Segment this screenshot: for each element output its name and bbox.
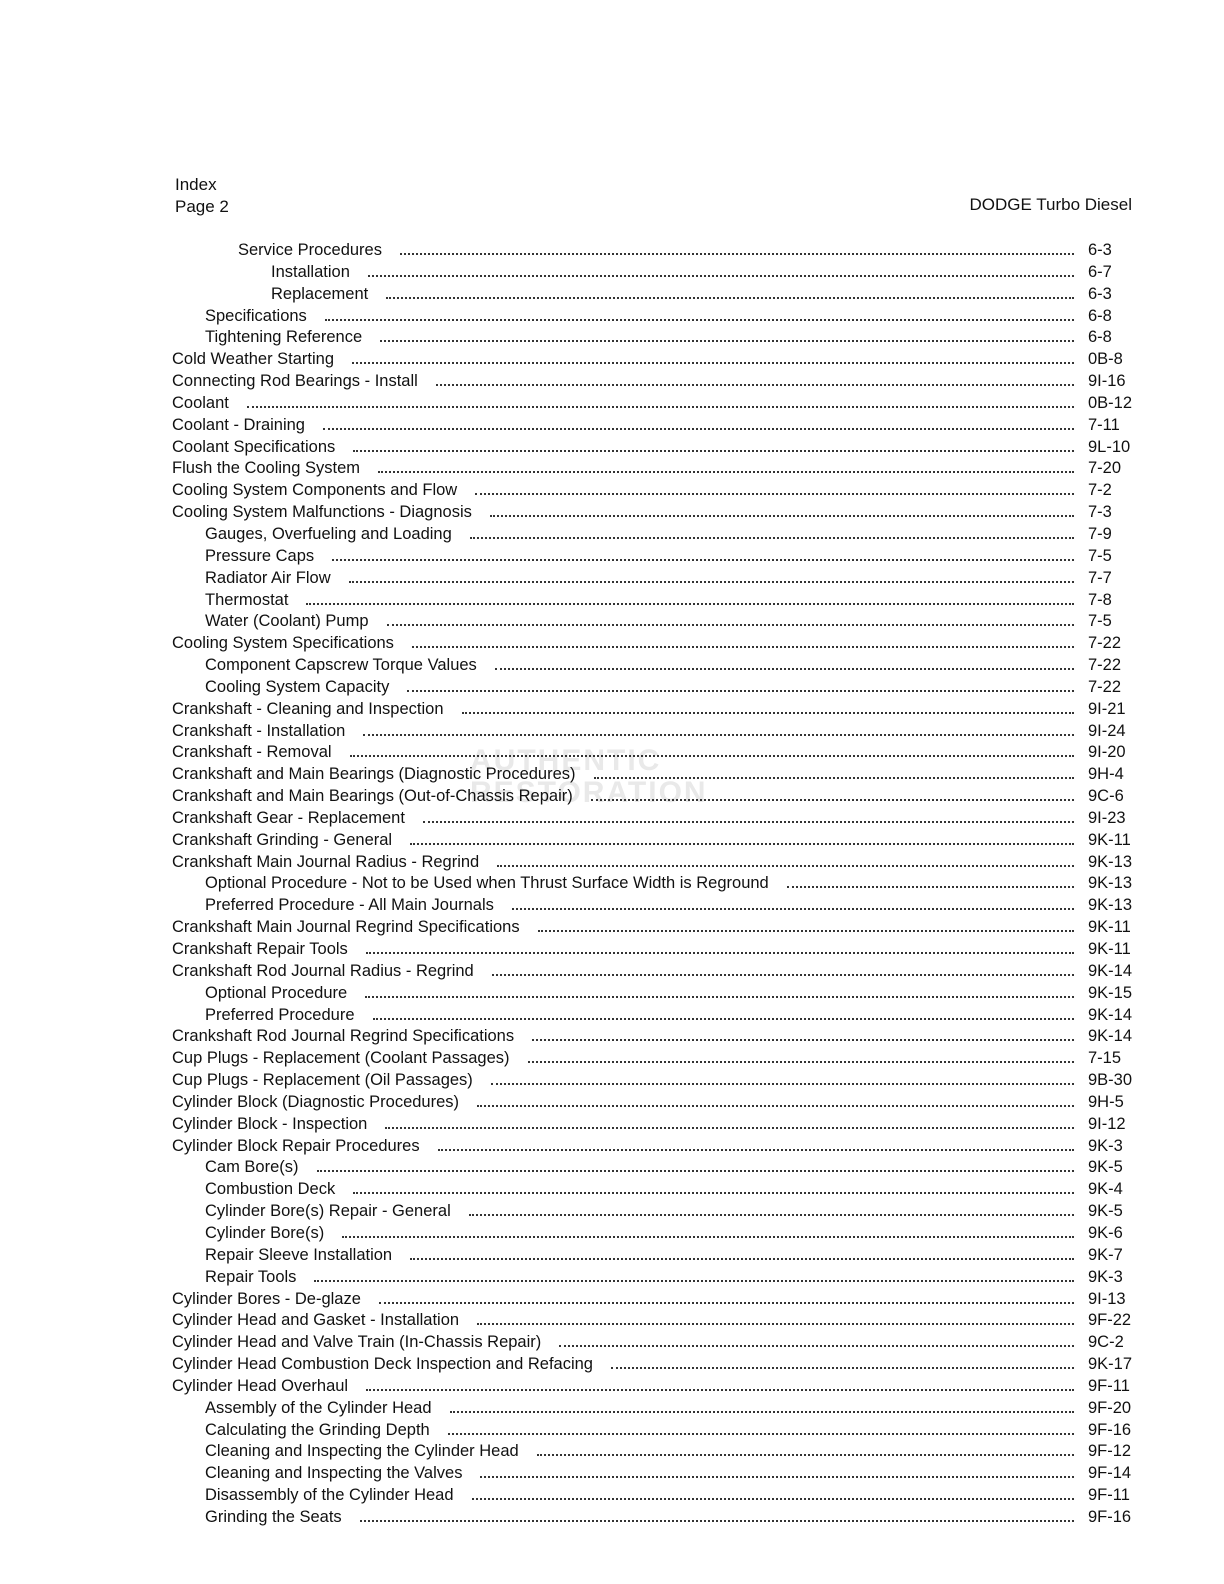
index-entry [172, 590, 1138, 612]
entry-label: Cylinder Block - Inspection [172, 1114, 368, 1133]
entry-label: Gauges, Overfueling and Loading [205, 524, 452, 543]
index-entry [172, 830, 1138, 852]
entry-label: Specifications [205, 306, 307, 325]
index-entry [172, 1310, 1138, 1332]
dot-leader [366, 952, 1074, 954]
index-entry [172, 1092, 1138, 1114]
dot-leader [352, 362, 1074, 364]
index-entry [172, 502, 1138, 524]
dot-leader [365, 996, 1074, 998]
index-entry [172, 808, 1138, 830]
entry-page: 9K-3 [1088, 1136, 1123, 1155]
index-entry [172, 895, 1138, 917]
entry-label: Connecting Rod Bearings - Install [172, 372, 418, 391]
index-entry [172, 1201, 1138, 1223]
dot-leader [462, 712, 1075, 714]
entry-page: 9H-5 [1088, 1092, 1124, 1111]
dot-leader [591, 799, 1074, 801]
dot-leader [378, 471, 1074, 473]
dot-leader [412, 646, 1074, 648]
entry-page: 9F-14 [1088, 1464, 1132, 1483]
entry-page: 9K-14 [1088, 1027, 1133, 1046]
entry-page: 9K-5 [1088, 1202, 1123, 1221]
index-entry [172, 786, 1138, 808]
dot-leader [407, 690, 1074, 692]
index-title: Index [175, 175, 217, 194]
entry-page: 6-3 [1088, 241, 1112, 259]
entry-page: 7-9 [1088, 524, 1112, 543]
entry-page: 7-2 [1088, 481, 1112, 500]
entry-label: Water (Coolant) Pump [205, 612, 369, 631]
dot-leader [436, 384, 1074, 386]
entry-page: 7-11 [1088, 415, 1120, 434]
entry-label: Crankshaft Main Journal Radius - Regrind [172, 852, 480, 871]
entry-label: Cylinder Block Repair Procedures [172, 1136, 420, 1155]
index-list [172, 240, 1138, 1529]
entry-label: Preferred Procedure [205, 1005, 355, 1024]
dot-leader [532, 1039, 1074, 1041]
index-entry [172, 262, 1138, 284]
entry-page: 7-22 [1088, 634, 1122, 653]
entry-label: Cylinder Bore(s) [205, 1223, 325, 1242]
entry-label: Optional Procedure - Not to be Used when Thrust Surface Width is Reground [205, 874, 769, 893]
page-header [175, 174, 229, 218]
entry-label: Cold Weather Starting [172, 350, 335, 369]
entry-label: Cylinder Head Overhaul [172, 1376, 349, 1395]
entry-page: 9C-2 [1088, 1333, 1124, 1352]
index-entry [172, 939, 1138, 961]
entry-label: Disassembly of the Cylinder Head [205, 1486, 454, 1505]
index-entry [172, 1245, 1138, 1267]
entry-label: Grinding the Seats [205, 1507, 342, 1526]
dot-leader [491, 1083, 1074, 1085]
entry-page: 9K-11 [1088, 918, 1131, 937]
entry-label: Combustion Deck [205, 1180, 336, 1199]
index-entry [172, 568, 1138, 590]
dot-leader [469, 1214, 1074, 1216]
entry-label: Cylinder Head and Valve Train (In-Chassis Repair) [172, 1333, 542, 1352]
entry-page: 9I-13 [1088, 1289, 1126, 1308]
dot-leader [379, 1302, 1074, 1304]
entry-page: 9I-12 [1088, 1114, 1126, 1133]
entry-page: 0B-8 [1088, 350, 1123, 369]
dot-leader [385, 1127, 1074, 1129]
entry-label: Service Procedures [238, 241, 382, 259]
entry-label: Installation [271, 262, 350, 281]
index-entry [172, 873, 1138, 895]
index-entry [172, 1376, 1138, 1398]
index-entry [172, 1070, 1138, 1092]
entry-page: 7-15 [1088, 1049, 1122, 1068]
dot-leader [349, 581, 1074, 583]
dot-leader [325, 319, 1074, 321]
entry-page: 0B-12 [1088, 393, 1133, 412]
index-entry [172, 458, 1138, 480]
index-entry [172, 961, 1138, 983]
entry-label: Radiator Air Flow [205, 568, 331, 587]
entry-label: Replacement [271, 284, 369, 303]
dot-leader [594, 777, 1074, 779]
entry-label: Repair Sleeve Installation [205, 1245, 393, 1264]
dot-leader [528, 1061, 1074, 1063]
index-entry [172, 437, 1138, 459]
index-entry [172, 1157, 1138, 1179]
entry-page: 9I-20 [1088, 743, 1126, 762]
entry-page: 9K-11 [1088, 940, 1131, 958]
entry-label: Thermostat [205, 590, 289, 609]
dot-leader [247, 406, 1074, 408]
entry-page: 9K-13 [1088, 852, 1133, 871]
dot-leader [490, 515, 1074, 517]
entry-page: 9K-4 [1088, 1180, 1123, 1199]
entry-label: Cleaning and Inspecting the Cylinder Head [205, 1442, 519, 1461]
entry-label: Cylinder Bore(s) Repair - General [205, 1202, 451, 1221]
entry-page: 6-8 [1088, 306, 1112, 325]
dot-leader [538, 930, 1074, 932]
entry-label: Crankshaft Main Journal Regrind Specifications [172, 918, 520, 937]
entry-page: 9K-3 [1088, 1267, 1123, 1286]
entry-label: Calculating the Grinding Depth [205, 1420, 430, 1439]
entry-label: Tightening Reference [205, 328, 363, 347]
dot-leader [323, 428, 1074, 430]
entry-page: 9I-16 [1088, 372, 1126, 391]
page-number: Page 2 [175, 197, 229, 216]
entry-page: 9F-16 [1088, 1507, 1132, 1526]
manual-title: DODGE Turbo Diesel [969, 195, 1132, 214]
index-entry [172, 524, 1138, 546]
dot-leader [350, 755, 1074, 757]
entry-page: 7-5 [1088, 612, 1112, 631]
dot-leader [477, 1105, 1074, 1107]
index-entry [172, 349, 1138, 371]
entry-page: 7-20 [1088, 459, 1122, 478]
dot-leader [512, 908, 1074, 910]
entry-page: 9K-14 [1088, 961, 1133, 980]
entry-page: 9F-12 [1088, 1442, 1132, 1461]
dot-leader [306, 603, 1074, 605]
index-entry [172, 306, 1138, 328]
dot-leader [380, 340, 1074, 342]
dot-leader [363, 734, 1074, 736]
entry-label: Crankshaft Grinding - General [172, 830, 393, 849]
entry-page: 6-7 [1088, 262, 1112, 281]
index-entry [172, 240, 1138, 262]
dot-leader [477, 1323, 1074, 1325]
index-entry [172, 1420, 1138, 1442]
entry-label: Crankshaft - Installation [172, 721, 346, 740]
entry-page: 9H-4 [1088, 765, 1124, 784]
entry-label: Pressure Caps [205, 546, 315, 565]
entry-label: Crankshaft Rod Journal Radius - Regrind [172, 961, 474, 980]
dot-leader [470, 537, 1074, 539]
entry-label: Coolant [172, 393, 229, 412]
dot-leader [400, 253, 1074, 255]
index-entry [172, 655, 1138, 677]
entry-label: Crankshaft Rod Journal Regrind Specifications [172, 1027, 515, 1046]
dot-leader [448, 1433, 1074, 1435]
entry-page: 9F-11 [1088, 1486, 1130, 1505]
entry-label: Cylinder Head Combustion Deck Inspection and Refacing [172, 1355, 593, 1374]
entry-page: 9F-16 [1088, 1420, 1132, 1439]
entry-label: Cooling System Capacity [205, 677, 390, 696]
entry-label: Optional Procedure [205, 983, 348, 1002]
index-entry [172, 742, 1138, 764]
entry-page: 9K-7 [1088, 1245, 1123, 1264]
entry-label: Cleaning and Inspecting the Valves [205, 1464, 463, 1483]
entry-label: Cam Bore(s) [205, 1158, 299, 1177]
index-entry [172, 1354, 1138, 1376]
index-entry [172, 1223, 1138, 1245]
entry-page: 7-8 [1088, 590, 1112, 609]
dot-leader [480, 1476, 1074, 1478]
entry-label: Crankshaft - Removal [172, 743, 332, 762]
index-entry [172, 983, 1138, 1005]
entry-label: Crankshaft Gear - Replacement [172, 808, 405, 827]
index-entry [172, 1485, 1138, 1507]
index-entry [172, 371, 1138, 393]
dot-leader [438, 1149, 1074, 1151]
watermark-line: RESTORATION [470, 776, 708, 809]
index-entry [172, 1179, 1138, 1201]
entry-label: Crankshaft - Cleaning and Inspection [172, 699, 444, 718]
index-entry [172, 284, 1138, 306]
entry-page: 9I-23 [1088, 808, 1126, 827]
dot-leader [787, 886, 1074, 888]
watermark-line: AUTHENTIC [470, 744, 662, 777]
index-entry [172, 1048, 1138, 1070]
index-entry [172, 480, 1138, 502]
dot-leader [317, 1170, 1074, 1172]
index-entry [172, 721, 1138, 743]
index-entry [172, 917, 1138, 939]
dot-leader [497, 865, 1074, 867]
entry-label: Cooling System Components and Flow [172, 481, 458, 500]
entry-label: Cooling System Malfunctions - Diagnosis [172, 503, 472, 522]
entry-page: 9F-22 [1088, 1311, 1132, 1330]
index-entry [172, 327, 1138, 349]
dot-leader [410, 843, 1074, 845]
entry-page: 9B-30 [1088, 1071, 1133, 1090]
dot-leader [368, 275, 1074, 277]
entry-label: Cup Plugs - Replacement (Oil Passages) [172, 1071, 473, 1090]
dot-leader [492, 974, 1074, 976]
entry-label: Cylinder Block (Diagnostic Procedures) [172, 1092, 460, 1111]
dot-leader [410, 1258, 1074, 1260]
entry-page: 6-3 [1088, 284, 1112, 303]
dot-leader [366, 1389, 1074, 1391]
entry-label: Crankshaft and Main Bearings (Diagnostic Procedures) [172, 765, 576, 784]
entry-label: Cylinder Head and Gasket - Installation [172, 1311, 460, 1330]
entry-page: 6-8 [1088, 328, 1112, 347]
entry-label: Cylinder Bores - De-glaze [172, 1289, 361, 1308]
dot-leader [373, 1018, 1075, 1020]
index-entry [172, 1136, 1138, 1158]
dot-leader [475, 493, 1074, 495]
dot-leader [559, 1345, 1074, 1347]
entry-page: 9I-24 [1088, 721, 1126, 740]
index-entry [172, 764, 1138, 786]
index-entry [172, 1398, 1138, 1420]
index-entry [172, 633, 1138, 655]
entry-label: Preferred Procedure - All Main Journals [205, 896, 494, 915]
index-entry [172, 699, 1138, 721]
entry-page: 9K-11 [1088, 830, 1131, 849]
entry-page: 9K-5 [1088, 1158, 1123, 1177]
entry-label: Crankshaft and Main Bearings (Out-of-Chassis Repair) [172, 787, 573, 806]
entry-page: 9K-13 [1088, 874, 1133, 893]
dot-leader [537, 1454, 1074, 1456]
entry-page: 9I-21 [1088, 699, 1126, 718]
dot-leader [450, 1411, 1074, 1413]
dot-leader [360, 1520, 1074, 1522]
index-entry [172, 1267, 1138, 1289]
dot-leader [332, 559, 1074, 561]
dot-leader [386, 297, 1074, 299]
dot-leader [353, 1192, 1074, 1194]
index-entry [172, 852, 1138, 874]
index-entry [172, 1441, 1138, 1463]
index-entry [172, 677, 1138, 699]
dot-leader [387, 624, 1074, 626]
entry-page: 9C-6 [1088, 787, 1124, 806]
index-entry [172, 1114, 1138, 1136]
index-entry [172, 1332, 1138, 1354]
entry-page: 7-22 [1088, 656, 1122, 675]
index-entry [172, 1005, 1138, 1027]
entry-page: 9K-17 [1088, 1355, 1133, 1374]
entry-label: Component Capscrew Torque Values [205, 656, 477, 675]
entry-page: 7-22 [1088, 677, 1122, 696]
entry-page: 9K-13 [1088, 896, 1133, 915]
entry-page: 9F-20 [1088, 1398, 1132, 1417]
entry-page: 7-3 [1088, 503, 1112, 522]
entry-page: 9L-10 [1088, 437, 1131, 456]
entry-label: Cup Plugs - Replacement (Coolant Passages) [172, 1049, 510, 1068]
entry-page: 7-7 [1088, 568, 1112, 587]
entry-label: Repair Tools [205, 1267, 297, 1286]
index-entry [172, 611, 1138, 633]
dot-leader [314, 1280, 1074, 1282]
entry-page: 9K-6 [1088, 1223, 1123, 1242]
index-entry [172, 393, 1138, 415]
dot-leader [423, 821, 1074, 823]
index-entry [172, 1289, 1138, 1311]
entry-label: Cooling System Specifications [172, 634, 394, 653]
entry-page: 7-5 [1088, 546, 1112, 565]
entry-page: 9F-11 [1088, 1376, 1130, 1395]
index-entry [172, 415, 1138, 437]
dot-leader [472, 1498, 1074, 1500]
index-entry [172, 546, 1138, 568]
index-entry [172, 1026, 1138, 1048]
dot-leader [353, 450, 1074, 452]
entry-page: 9K-15 [1088, 983, 1133, 1002]
dot-leader [611, 1367, 1074, 1369]
entry-label: Assembly of the Cylinder Head [205, 1398, 432, 1417]
entry-label: Coolant - Draining [172, 415, 305, 434]
entry-page: 9K-14 [1088, 1005, 1133, 1024]
dot-leader [495, 668, 1074, 670]
entry-label: Crankshaft Repair Tools [172, 940, 348, 958]
index-entry [172, 1463, 1138, 1485]
entry-label: Flush the Cooling System [172, 459, 361, 478]
index-entry [172, 1507, 1138, 1529]
entry-label: Coolant Specifications [172, 437, 336, 456]
dot-leader [342, 1236, 1074, 1238]
